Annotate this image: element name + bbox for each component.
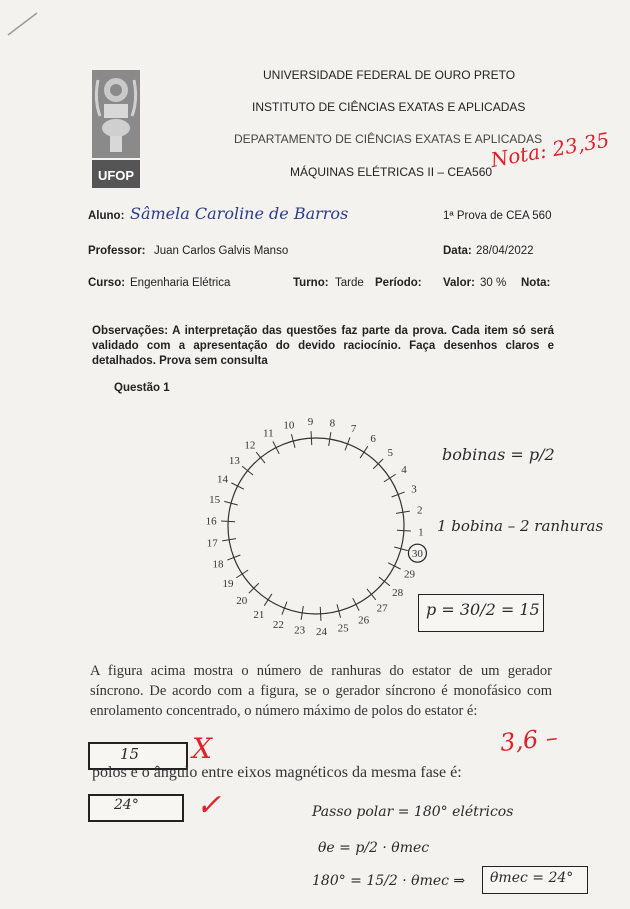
red-check-mark: ✓ <box>196 788 222 823</box>
pen-stroke-mark <box>6 10 40 38</box>
work-result: θmec = 24° <box>490 870 574 886</box>
curso-label: Curso: <box>88 277 126 289</box>
turno-label: Turno: <box>293 277 329 289</box>
slot-tick <box>388 563 400 569</box>
slot-tick <box>242 466 253 475</box>
university-name: UNIVERSIDADE FEDERAL DE OURO PRETO <box>263 68 516 82</box>
question-paragraph-2: polos e o ângulo entre eixos magnéticos da mesma fase é: <box>92 764 462 781</box>
question-title: Questão 1 <box>114 382 170 394</box>
slot-label: 21 <box>253 609 265 622</box>
curso-value: Engenharia Elétrica <box>130 277 231 289</box>
slot-label: 6 <box>370 432 376 445</box>
slot-tick <box>221 521 235 522</box>
institute-name: INSTITUTO DE CIÊNCIAS EXATAS E APLICADAS <box>252 100 526 114</box>
slot-label: 24 <box>315 625 327 638</box>
nota-label: Nota: <box>521 277 551 289</box>
red-score: 3,6 – <box>498 723 560 757</box>
note-bobinas-text: bobinas = p/2 <box>442 445 555 464</box>
slot-tick <box>360 446 368 458</box>
slot-label: 19 <box>222 578 234 591</box>
professor-value: Juan Carlos Galvis Manso <box>154 245 289 257</box>
data-label: Data: <box>443 245 472 257</box>
ufop-emblem-icon <box>92 70 140 188</box>
slot-label: 29 <box>404 568 416 581</box>
prova-title: 1ª Prova de CEA 560 <box>443 210 552 222</box>
observacoes-text: Observações: A interpretação das questões faz parte da prova. Cada item só será validado com a apresentação do devido raciocínio. Faça desenhos claros e detalhados. Prova sem consulta <box>92 325 554 367</box>
slot-label: 11 <box>263 427 274 440</box>
slot-label: 2 <box>416 504 423 517</box>
slot-label: 27 <box>376 602 388 615</box>
slot-tick <box>397 530 411 531</box>
slot-label: 18 <box>212 558 224 571</box>
slot-tick <box>392 492 405 497</box>
slot-label: 16 <box>205 515 217 528</box>
slot-tick <box>273 441 279 453</box>
slot-label: 10 <box>283 419 295 432</box>
course-code: MÁQUINAS ELÉTRICAS II – CEA560 <box>290 165 493 179</box>
professor-label: Professor: <box>88 245 146 257</box>
logo-text: UFOP <box>97 168 135 183</box>
valor-value: 30 % <box>480 277 507 289</box>
slot-tick <box>264 594 272 606</box>
work-line-2: θe = p/2 · θmec <box>318 840 430 856</box>
turno-value: Tarde <box>335 277 364 289</box>
slot-label: 9 <box>307 416 314 429</box>
slot-label: 4 <box>401 463 407 476</box>
note-bobina-ranhuras: 1 bobina – 2 ranhuras <box>437 517 604 535</box>
slot-label: 26 <box>358 614 370 627</box>
handwritten-grade: Nota: 23,35 <box>488 127 612 172</box>
slot-label: 15 <box>209 493 221 506</box>
slot-tick <box>379 577 390 586</box>
work-line-1: Passo polar = 180° elétricos <box>312 804 514 820</box>
slot-label: 25 <box>337 622 349 635</box>
data-value: 28/04/2022 <box>476 245 534 257</box>
department-name: DEPARTAMENTO DE CIÊNCIAS EXATAS E APLICADAS <box>234 132 543 146</box>
slot-tick <box>282 602 287 615</box>
work-line-3: 180° = 15/2 · θmec ⇒ <box>312 873 466 889</box>
stator-slot-diagram <box>190 410 440 642</box>
answer2-value: 24° <box>114 797 139 813</box>
slot-tick <box>236 570 248 578</box>
slot-tick <box>311 431 312 445</box>
question-paragraph: A figura acima mostra o número de ranhuras do estator de um gerador síncrono. De acordo com a figura, se o gerador síncrono é monofásico com enrolamento concentrado, o número máximo de polos do estator é: <box>90 663 552 719</box>
periodo-label: Período: <box>375 277 422 289</box>
slot-label: 23 <box>294 624 306 637</box>
slot-label: 22 <box>272 619 284 632</box>
slot-label: 13 <box>228 454 240 467</box>
slot-tick <box>345 437 350 450</box>
slot-label: 28 <box>392 587 404 600</box>
slot-tick <box>367 589 376 600</box>
ufop-logo <box>92 70 140 188</box>
slot-label: 20 <box>236 595 248 608</box>
slot-label: 1 <box>418 526 424 539</box>
slot-label: 5 <box>387 446 393 459</box>
answer1-value: 15 <box>120 745 140 763</box>
slot-label: 8 <box>329 417 336 430</box>
slot-label: 30 <box>411 548 423 561</box>
slot-tick <box>227 555 240 560</box>
slot-tick <box>256 452 265 463</box>
note-p-calc: p = 30/2 = 15 <box>426 600 540 619</box>
slot-label: 14 <box>216 473 228 486</box>
slot-label: 7 <box>350 422 357 435</box>
slot-tick <box>353 598 359 610</box>
slot-tick <box>384 474 396 482</box>
slot-tick <box>320 607 321 621</box>
valor-label: Valor: <box>443 277 475 289</box>
aluno-value: Sâmela Caroline de Barros <box>130 204 349 223</box>
slot-label: 3 <box>411 483 417 496</box>
red-x-mark: X <box>192 732 212 765</box>
note-bobinas <box>442 445 555 464</box>
aluno-label: Aluno: <box>88 210 125 222</box>
slot-label: 17 <box>206 537 218 550</box>
slot-tick <box>231 483 243 489</box>
slot-label: 12 <box>244 439 256 452</box>
